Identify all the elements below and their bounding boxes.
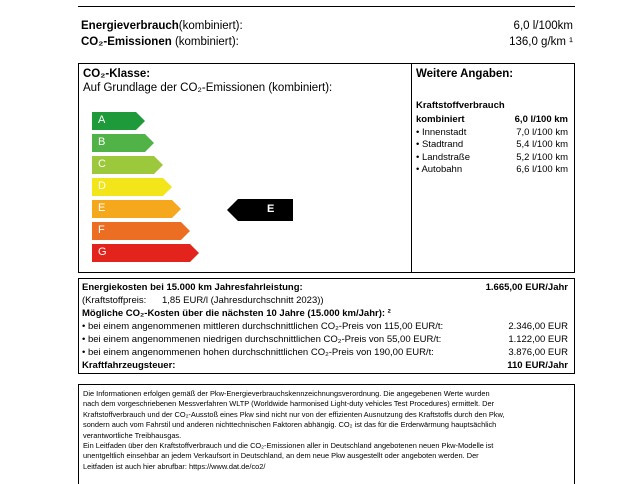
co2-cost-heading: Mögliche CO₂-Kosten über die nächsten 10 Jahre (15.000 km/Jahr): ²: [82, 308, 391, 319]
legal-info-line: Leitfaden ist auch hier abrufbar: https://www.dat.de/co2/: [83, 461, 266, 471]
co2-class-panel: [78, 63, 575, 273]
co2-class-bar-e: [92, 200, 182, 218]
co2-suffix: (kombiniert):: [174, 36, 239, 48]
fuel-consumption-row: [416, 139, 568, 150]
co2-class-bar-f: [92, 222, 191, 240]
co2-class-bar-a: [92, 112, 146, 130]
legal-info-line: Kraftstoffverbrauch und der CO₂-Ausstoß eines Pkw sind nicht nur von der effizienten Ausnutzung des Kraftstoffs durch den Pkw,: [83, 409, 505, 419]
active-class-letter: E: [267, 203, 275, 215]
fuel-row-value: 6,0 l/100 km: [514, 114, 568, 125]
co2-value: 136,0 g/km ¹: [509, 36, 573, 48]
consumption-label: Energieverbrauch: [81, 20, 179, 32]
active-class-marker: [227, 199, 293, 226]
vehicle-tax-label: Kraftfahrzeugsteuer:: [82, 360, 176, 371]
consumption-summary: [78, 17, 575, 53]
legal-info-panel: [78, 384, 575, 484]
scenario-value: 1.122,00 EUR: [508, 334, 568, 345]
co2-class-letter: A: [98, 114, 106, 126]
active-class-arrow-icon: [227, 199, 293, 221]
co2-cost-scenario-row: [79, 347, 574, 358]
co2-class-letter: F: [98, 224, 105, 236]
top-cut-off-edge: [78, 0, 575, 7]
fuel-row-label: kombiniert: [416, 114, 465, 125]
co2-class-subtitle: Auf Grundlage der CO₂-Emissionen (kombiniert):: [83, 82, 333, 94]
vehicle-tax-value: 110 EUR/Jahr: [507, 360, 568, 371]
fuel-row-value: 5,4 l/100 km: [516, 139, 568, 150]
consumption-suffix: (kombiniert):: [178, 20, 243, 32]
co2-class-title: CO₂-Klasse:: [83, 68, 151, 80]
co2-class-letter: C: [98, 158, 106, 170]
fuel-price-row: [79, 295, 574, 306]
legal-info-line: Die Informationen erfolgen gemäß der Pkw-Energieverbrauchskennzeichnungsverordnung. Die angegebenen Werte wurden: [83, 389, 490, 398]
legal-info-line: unentgeltlich einsehbar an jedem Verkaufsort in Deutschland, an dem neue Pkw ausgestellt oder angeboten werden. Der: [83, 451, 479, 461]
co2-class-letter: E: [98, 202, 106, 214]
fuel-row-label: • Stadtrand: [416, 139, 464, 150]
scenario-label: • bei einem angenommenen hohen durchschnittlichen CO₂-Preis von 190,00 EUR/t:: [82, 347, 434, 358]
co2-class-bar-c: [92, 156, 164, 174]
fuel-row-label: • Innenstadt: [416, 126, 467, 138]
fuel-price-label: (Kraftstoffpreis:: [82, 295, 147, 306]
fuel-row-value: 7,0 l/100 km: [516, 126, 568, 138]
co2-class-letter: G: [98, 246, 107, 258]
co2-cost-scenario-row: [79, 334, 574, 345]
fuel-consumption-row: [416, 164, 568, 175]
co2-class-bar-d: [92, 178, 173, 196]
consumption-row: [78, 20, 575, 32]
fuel-consumption-row: [416, 127, 568, 138]
fuel-price-value: 1,85 EUR/l (Jahresdurchschnitt 2023)): [162, 295, 324, 306]
scenario-value: 3.876,00 EUR: [508, 347, 568, 358]
fuel-row-value: 6,6 l/100 km: [516, 164, 568, 175]
fuel-row-label: • Landstraße: [416, 151, 471, 163]
co2-cost-scenario-row: [79, 321, 574, 332]
scenario-value: 2.346,00 EUR: [508, 321, 568, 332]
legal-info-line: Ein Leitfaden über den Kraftstoffverbrauch und die CO₂-Emissionen aller in Deutschland angebotenen neuen Pkw-Modelle ist: [83, 441, 494, 451]
fuel-consumption-row: [416, 152, 568, 163]
co2-class-bar-b: [92, 134, 155, 152]
legal-info-line: sondern auch vom Fahrstil und anderen nichttechnischen Faktoren abhängig. CO₂ ist das für die Erderwärmung hauptsächlich: [83, 420, 497, 430]
legal-info-line: verantwortliche Treibhausgas.: [83, 430, 182, 440]
fuel-consumption-title: Kraftstoffverbrauch: [416, 100, 505, 111]
co2-row: [78, 36, 575, 48]
fuel-row-label: • Autobahn: [416, 164, 463, 175]
scenario-label: • bei einem angenommenen niedrigen durchschnittlichen CO₂-Preis von 55,00 EUR/t:: [82, 334, 442, 345]
scenario-label: • bei einem angenommenen mittleren durchschnittlichen CO₂-Preis von 115,00 EUR/t:: [82, 321, 444, 332]
energy-cost-value: 1.665,00 EUR/Jahr: [485, 282, 568, 293]
panel-divider: [411, 64, 412, 272]
consumption-value: 6,0 l/100km: [513, 20, 573, 32]
vehicle-tax-row: [79, 360, 574, 371]
fuel-row-value: 5,2 l/100 km: [516, 151, 568, 163]
legal-info-line: nach dem vorgeschriebenen Messverfahren WLTP (Worldwide harmonised Light-duty vehicles Test Procedures) ermittelt. Der: [83, 399, 495, 409]
co2-label: CO₂-Emissionen: [81, 36, 172, 48]
co2-class-bar-g: [92, 244, 200, 262]
fuel-consumption-row: [416, 114, 568, 125]
co2-class-letter: B: [98, 136, 106, 148]
energy-cost-label: Energiekosten bei 15.000 km Jahresfahrleistung:: [82, 282, 303, 293]
further-info-title: Weitere Angaben:: [416, 68, 514, 80]
legal-info-text: [83, 389, 570, 472]
co2-class-letter: D: [98, 180, 106, 192]
energy-cost-row: [79, 282, 574, 293]
cost-panel: [78, 278, 575, 374]
